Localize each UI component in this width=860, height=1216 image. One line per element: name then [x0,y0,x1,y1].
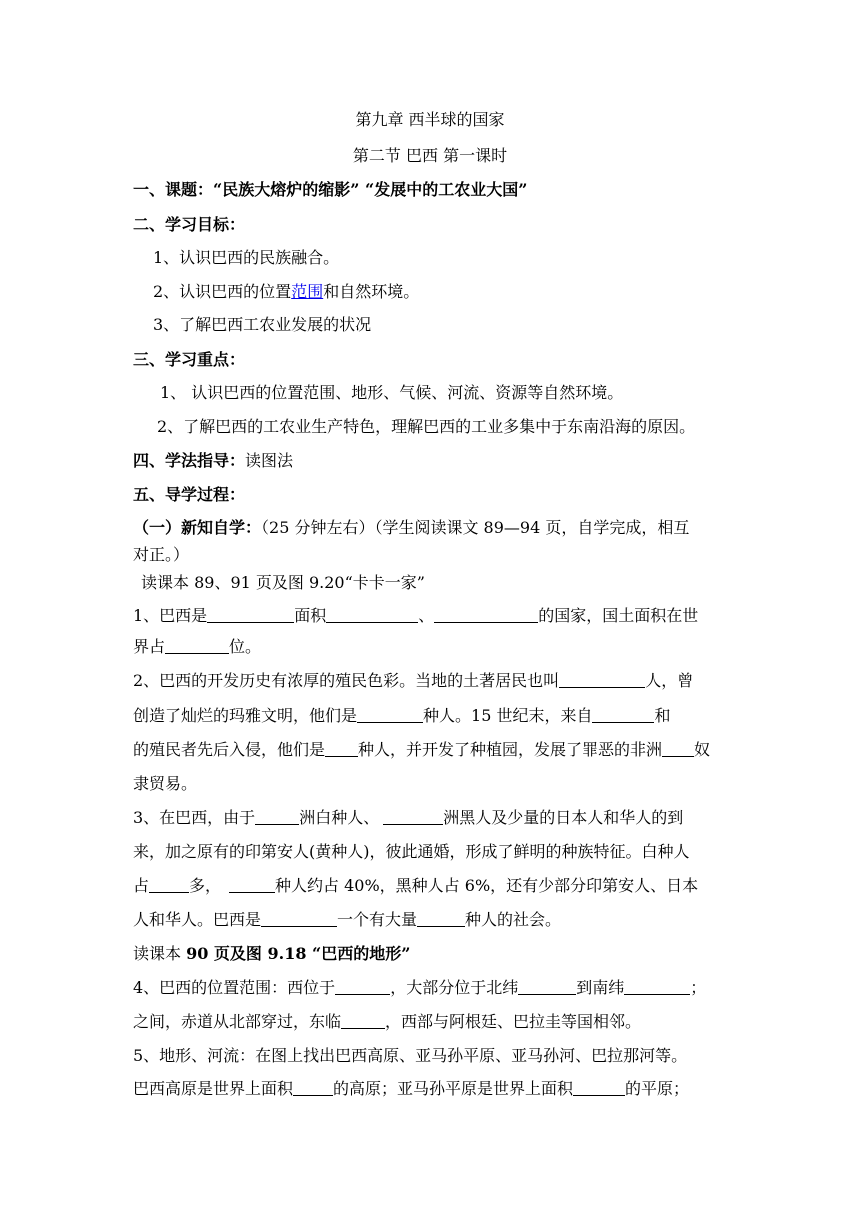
section-subtitle: 第二节 巴西 第一课时 [352,146,508,165]
question-3-line-1: 3、在巴西，由于 洲白种人、 洲黑人及少量的日本人和华人的到 [133,808,684,827]
reading-instruction-2: 读课本 90 页及图 9.18 “巴西的地形” [133,944,411,963]
blank-field[interactable] [624,978,690,995]
question-3-line-2: 来，加之原有的印第安人(黄种人)，彼此通婚，形成了鲜明的种族特征。白种人 [133,842,690,861]
question-3-line-3: 占 多， 种人约占 40%，黑种人占 6%，还有少部分印第安人、日本 [133,876,699,895]
blank-field[interactable] [293,1079,333,1096]
blank-field[interactable] [341,1012,385,1029]
question-1-line-1: 1、巴西是 面积 、 的国家，国土面积在世 [133,606,699,625]
question-2-line-2: 创造了灿烂的玛雅文明，他们是 种人。15 世纪末，来自 和 [133,706,671,725]
blank-field[interactable] [325,740,358,757]
self-study-text: （25 分钟左右）（学生阅读课文 89—94 页，自学完成，相互 [261,518,690,537]
blank-field[interactable] [417,910,465,927]
blank-field[interactable] [518,978,576,995]
method-line [133,451,293,471]
self-study-line-2: 对正。） [133,545,190,564]
blank-field[interactable] [261,910,337,927]
goal-2-text-start: 2、认识巴西的位置 [153,282,292,301]
question-1-line-2: 界占 位。 [133,637,262,656]
chapter-title: 第九章 西半球的国家 [355,110,505,129]
topic-text: “民族大熔炉的缩影” “发展中的工农业大国” [213,180,528,199]
blank-field[interactable] [229,876,275,893]
self-study-line [133,518,689,538]
key-point-2: 2、了解巴西的工农业生产特色，理解巴西的工业多集中于东南沿海的原因。 [157,417,696,436]
method-label: 四、学法指导： [133,451,246,470]
blank-field[interactable] [662,740,694,757]
blank-field[interactable] [357,706,423,723]
blank-field[interactable] [255,808,299,825]
reading-instruction-1: 读课本 89、91 页及图 9.20“卡卡一家” [141,573,425,592]
blank-field[interactable] [573,1079,625,1096]
blank-field[interactable] [559,671,645,688]
blank-field[interactable] [383,808,443,825]
blank-field[interactable] [592,706,654,723]
scope-link[interactable]: 范围 [291,282,324,301]
blank-field[interactable] [165,637,229,654]
blank-field[interactable] [335,978,390,995]
question-2-line-1: 2、巴西的开发历史有浓厚的殖民色彩。当地的土著居民也叫 人，曾 [133,671,694,690]
process-heading: 五、导学过程： [133,485,246,504]
goal-1: 1、认识巴西的民族融合。 [153,248,340,267]
key-point-1: 1、 认识巴西的位置范围、地形、气候、河流、资源等自然环境。 [160,383,624,402]
blank-field[interactable] [149,876,189,893]
blank-field[interactable] [207,606,294,623]
goal-2-text-end: 和自然环境。 [323,282,420,301]
question-4-line-1: 4、巴西的位置范围：西位于 ，大部分位于北纬 到南纬 ； [133,978,707,997]
goals-heading: 二、学习目标： [133,215,246,234]
goal-3: 3、了解巴西工农业发展的状况 [153,315,372,334]
key-points-heading: 三、学习重点： [133,350,246,369]
topic-label: 一、课题： [133,180,214,199]
question-3-line-4: 人和华人。巴西是 一个有大量 种人的社会。 [133,910,562,929]
blank-field[interactable] [326,606,418,623]
question-2-line-4: 隶贸易。 [133,774,198,793]
topic-line [133,180,527,200]
question-5-line-2: 巴西高原是世界上面积 的高原；亚马孙平原是世界上面积 的平原； [133,1079,690,1098]
blank-field[interactable] [434,606,538,623]
goal-2 [153,282,419,302]
question-5-line-1: 5、地形、河流：在图上找出巴西高原、亚马孙平原、亚马孙河、巴拉那河等。 [133,1046,688,1065]
question-2-line-3: 的殖民者先后入侵，他们是 种人，并开发了种植园，发展了罪恶的非洲 奴 [133,740,711,759]
self-study-label: （一）新知自学： [133,518,262,537]
question-4-line-2: 之间，赤道从北部穿过，东临 ，西部与阿根廷、巴拉圭等国相邻。 [133,1012,642,1031]
method-text: 读图法 [245,451,294,470]
